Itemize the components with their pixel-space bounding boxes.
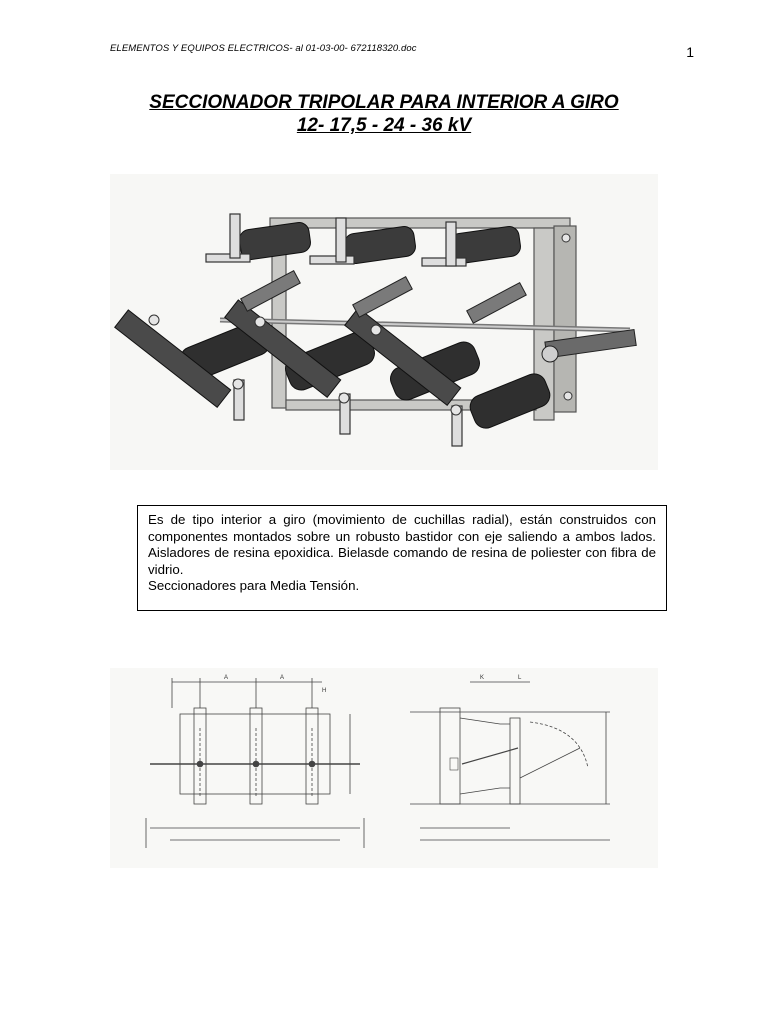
dimension-label-a2: A (280, 675, 285, 681)
page-header (110, 43, 700, 63)
description-box (137, 505, 667, 611)
document-title: SECCIONADOR TRIPOLAR PARA INTERIOR A GIRO (149, 92, 619, 113)
dimension-label-a1: A (224, 675, 229, 681)
dimension-label-k: K (480, 675, 485, 681)
dimension-label-h: H (322, 688, 327, 694)
description-application: Seccionadores para Media Tensión. (148, 578, 360, 593)
voltage-ratings: 12- 17,5 - 24 - 36 kV (296, 115, 472, 136)
disconnector-photo (110, 174, 658, 470)
dimension-drawing (110, 668, 658, 868)
dimension-label-l: L (518, 675, 522, 681)
description-text: Es de tipo interior a giro (movimiento de cuchillas radial), están construidos con componentes montados sobre un robusto bastidor con eje saliendo a ambos lados. Aisladores de resina epoxidica. Bielasde comando de resina de poliester con fibra de vidrio. (148, 512, 656, 577)
page-number: 1 (686, 44, 694, 60)
document-reference: ELEMENTOS Y EQUIPOS ELECTRICOS- al 01-03-00- 672118320.doc (110, 43, 417, 54)
